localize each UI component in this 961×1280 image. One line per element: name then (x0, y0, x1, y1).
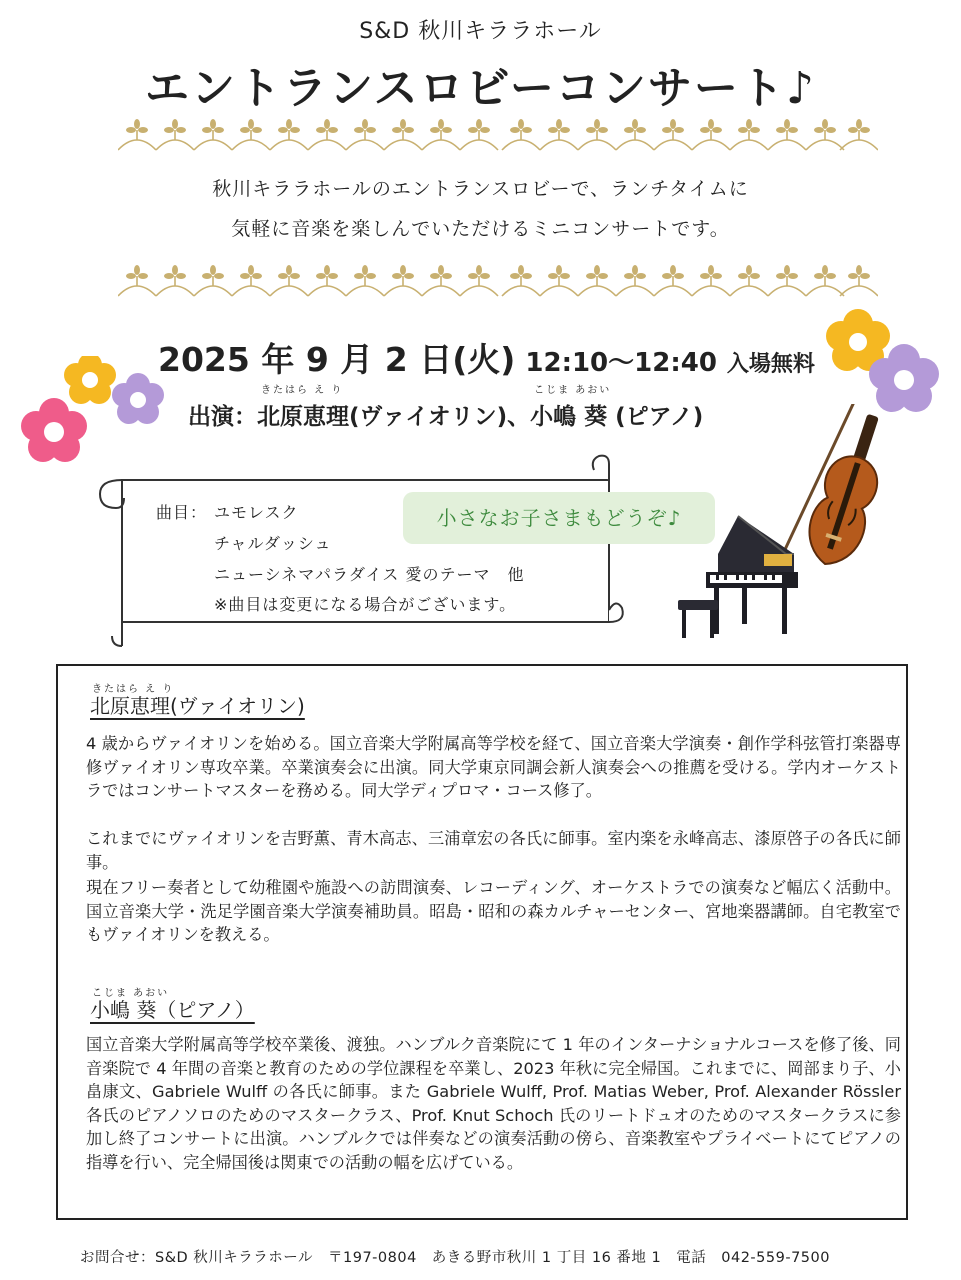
violin-part: (ヴァイオリン)、 (349, 404, 531, 430)
event-date-time (158, 334, 815, 381)
pianist-name: 小嶋 葵 (530, 404, 608, 430)
bio-violinist-name: 北原恵理(ヴァイオリン) (90, 694, 305, 718)
performers-label: 出演： (188, 404, 257, 430)
ornament-top (118, 116, 878, 156)
violinist-ruby: きたはら え り (261, 385, 344, 396)
program-piece-1: ユモレスク (214, 503, 299, 522)
pianist-ruby: こじま あおい (534, 385, 612, 396)
ornament-bottom (118, 262, 878, 302)
bio-pianist-ruby: こじま あおい (92, 988, 170, 999)
event-date: 2025 年 9 月 2 日(火) (158, 340, 516, 379)
bio-violinist-text-2: これまでにヴァイオリンを吉野薫、青木高志、三浦章宏の各氏に師事。室内楽を永峰高志、漆原啓子の各氏に師事。 (86, 829, 901, 872)
program-piece-2: チャルダッシュ (214, 534, 332, 553)
program-scroll (94, 450, 634, 660)
program-label: 曲目： (156, 503, 208, 522)
program-note: ※曲目は変更になる場合がございます。 (214, 595, 517, 614)
program-piece-3: ニューシネマパラダイス 愛のテーマ 他 (214, 565, 525, 584)
event-time: 12:10〜12:40 (525, 348, 717, 378)
bio-violinist-ruby: きたはら え り (92, 684, 175, 695)
contact-info: お問合せ：S&D 秋川キララホール 〒197-0804 あきる野市秋川 1 丁目 16 番地 1 電話 042-559-7500 (80, 1250, 830, 1266)
page-title: エントランスロビーコンサート♪ (145, 63, 816, 114)
bio-pianist-name: 小嶋 葵（ピアノ） (90, 998, 255, 1022)
bio-violinist-text: 4 歳からヴァイオリンを始める。国立音楽大学附属高等学校を経て、国立音楽大学演奏・創作学科弦管打楽器専修ヴァイオリン専攻卒業。卒業演奏会に出演。同大学東京同調会新人演奏会への推薦を受ける。学内オーケストラではコンサートマスターを務める。同大学ディプロマ・コース修了。 (86, 734, 901, 801)
piano-part: (ピアノ) (607, 404, 704, 430)
bio-violinist-text-3: 現在フリー奏者として幼稚園や施設への訪問演奏、レコーディング、オーケストラでの演奏など幅広く活動中。国立音楽大学・洗足学園音楽大学演奏補助員。昭島・昭和の森カルチャーセンター、宮地楽器講師。自宅教室でもヴァイオリンを教える。 (86, 878, 901, 945)
intro-line-1: 秋川キララホールのエントランスロビーで、ランチタイムに (212, 178, 749, 200)
violinist-name: 北原恵理 (257, 404, 349, 430)
admission-free: 入場無料 (726, 352, 815, 377)
intro-line-2: 気軽に音楽を楽しんでいただけるミニコンサートです。 (231, 218, 730, 240)
bio-pianist-text: 国立音楽大学附属高等学校卒業後、渡独。ハンブルク音楽院にて 1 年のインターナショナルコースを修了後、同音楽院で 4 年間の音楽と教育のための学位課程を卒業し、2023 年秋に完全帰国。これまでに、岡部まり子、小畠康文、Gabriele Wulff の各氏に師事。また Gabriele Wulff, Prof. Matias Weber, Prof. Alexander Rössler 各氏のピアノソロのためのマスタークラス、Prof. Knut Schoch 氏のリートドュオのためのマスタークラスに参加し終了コンサートに出演。ハンブルクでは伴奏などの演奏活動の傍ら、音楽教室やプライベートにてピアノの指導を行い、完全帰国後は関東での活動の幅を広げている。 (86, 1035, 901, 1172)
children-welcome-badge: 小さなお子さまもどうぞ♪ (403, 492, 715, 544)
piano-violin-illustration (678, 404, 888, 644)
venue-name: S&D 秋川キララホール (359, 19, 602, 44)
performers-line (188, 385, 704, 431)
